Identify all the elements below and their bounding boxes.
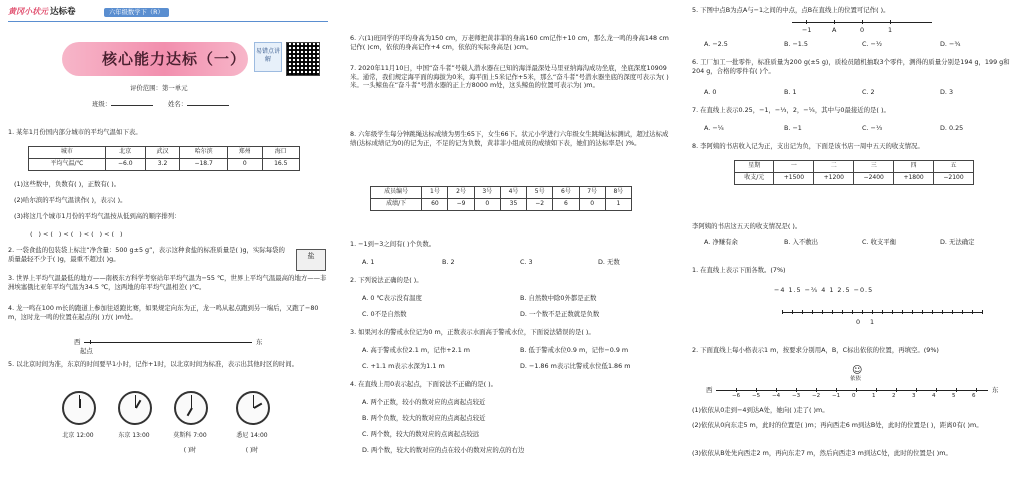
tick <box>872 310 873 314</box>
person-icon: ☺ <box>852 365 863 376</box>
table-header: 北京 <box>105 147 145 159</box>
table-cell: 0 <box>579 199 605 211</box>
clock-label: 悉尼 14:00 <box>236 432 268 439</box>
clock-label: 东京 13:00 <box>118 432 150 439</box>
question-7-text: 7. 2020年11月10日，中国“奋斗者”号载人潜水器在已知的海洋最深处马里亚纳海沟成功坐底，坐底深度10909米。通常，我们规定海平面的海拔为0米，海平面上5米记作+5米，那么“奋斗者”号潜水器坐底的深度可表示为( )米。一头鲸鱼在“奋斗者”号潜水器的正上方8000 m处，这头鲸鱼的位置可表示为( )m。 <box>350 64 669 90</box>
tick-label: −3 <box>792 393 801 399</box>
tick <box>862 20 863 24</box>
tick <box>890 20 891 24</box>
west-label: 西 <box>706 386 713 394</box>
clock-label: 北京 12:00 <box>62 432 94 439</box>
choice-3-option-a[interactable]: A. 高于警戒水位2.1 m，记作+2.1 m <box>362 346 471 354</box>
table-header: 7号 <box>579 187 605 199</box>
table-cell: 平均气温/℃ <box>29 159 106 171</box>
person-label: 依依 <box>850 376 862 382</box>
choice-8-option-d[interactable]: D. 无法确定 <box>940 238 975 246</box>
table-cell: −2100 <box>934 173 974 185</box>
choice-7-option-a[interactable]: A. −¼ <box>704 124 724 132</box>
tick <box>896 388 897 392</box>
table-cell: 3.2 <box>145 159 180 171</box>
table-header: 8号 <box>605 187 631 199</box>
rope-skip-table <box>370 186 632 211</box>
tick-label: 1 <box>870 318 875 326</box>
table-header: 海口 <box>262 147 299 159</box>
choice-6-option-b[interactable]: B. 1 <box>784 88 797 96</box>
choice-8-option-a[interactable]: A. 净赚有余 <box>704 238 738 246</box>
table-cell: −6.0 <box>105 159 145 171</box>
choice-4-option-a[interactable]: A. 两个正数，较小的数对应的点离起点较近 <box>362 398 486 406</box>
table-cell: 0 <box>474 199 500 211</box>
table-header: 城市 <box>29 147 106 159</box>
qr-caption: 易错点讲解 <box>254 42 282 72</box>
table-cell: −2400 <box>854 173 894 185</box>
choice-4-option-c[interactable]: C. 两个数，较大的数对应的点离起点较远 <box>362 430 480 438</box>
column-left <box>0 0 340 483</box>
choice-7-text: 7. 在直线上表示0.25，−1，−⅓，2，−¼，其中与0最接近的是( )。 <box>692 106 890 114</box>
operation-2-sub-2: (2)依依从0向东走5 m，此时的位置是( )m；再向西走6 m到达B处，此时的位置是( )，距离0有( )m。 <box>692 421 983 429</box>
tick-label: 1 <box>872 393 876 399</box>
tick-label: −4 <box>772 393 781 399</box>
tick <box>862 310 863 314</box>
column-right <box>684 0 1024 483</box>
clock-beijing-icon <box>62 391 96 425</box>
question-8-text: 8. 六年级学生每分钟跳绳达标成绩为男生65下，女生66下。状元小学进行六年级女生跳绳达标测试，超过达标成绩(达标成绩记为0)的记为正，不足的记为负数，黄菲菲小组成员的成绩如下表，她们的达标率是( )%。 <box>350 130 669 147</box>
operation-2-text: 2. 下面直线上每小格表示1 m，按要求分别用A，B，C标出依依的位置，再填空。(9%) <box>692 346 939 354</box>
table-cell: 1 <box>605 199 631 211</box>
choice-7-option-c[interactable]: C. −⅓ <box>862 124 883 132</box>
table-header: 5号 <box>527 187 553 199</box>
tick <box>882 310 883 314</box>
name-field[interactable] <box>168 100 229 109</box>
tick <box>832 310 833 314</box>
choice-8-text: 8. 李阿姨的书店收入记为正，支出记为负，下面是该书店一周中五天的收支情况。 <box>692 142 924 150</box>
clock-tokyo-icon <box>118 391 152 425</box>
table-header: 武汉 <box>145 147 180 159</box>
choice-3-option-b[interactable]: B. 低于警戒水位0.9 m，记作−0.9 m <box>520 346 629 354</box>
tick-label: 2 <box>892 393 896 399</box>
clock-answer-blank[interactable]: ( )时 <box>183 447 197 454</box>
column-middle <box>342 0 682 483</box>
tick-label: −5 <box>752 393 761 399</box>
question-2-text: 2. 一袋食盐的包装袋上标注“净含量：500 g±5 g”，表示这种食盐的标准质量是( )g，实际每袋的质量最轻不少于( )g，最重不超过( )g。 <box>8 246 285 263</box>
question-1-sub-3: (3)将这几个城市1月份的平均气温按从低到高的顺序排列： <box>14 212 181 220</box>
question-1-text: 1. 某年1月份国内部分城市的平均气温如下表。 <box>8 128 142 136</box>
salt-bag-icon: 盐 <box>296 249 326 271</box>
tick <box>936 388 937 392</box>
choice-1-option-a[interactable]: A. 1 <box>362 258 375 266</box>
question-1-order-blanks[interactable]: ( )<( )<( )<( )<( ) <box>30 230 125 238</box>
clock-sydney-icon <box>236 391 270 425</box>
choice-8-option-c[interactable]: C. 收支平衡 <box>862 238 897 246</box>
tick <box>922 310 923 314</box>
table-row <box>371 199 632 211</box>
tick <box>852 310 853 314</box>
tick-label: 5 <box>952 393 956 399</box>
eval-scope: 评价范围：第一单元 <box>130 84 188 92</box>
tick <box>962 310 963 314</box>
table-header: 哈尔滨 <box>180 147 228 159</box>
choice-2-text: 2. 下列说法正确的是( )。 <box>350 276 423 284</box>
tick <box>972 310 973 314</box>
tick-label: 6 <box>972 393 976 399</box>
tick <box>856 388 857 392</box>
table-row <box>29 159 300 171</box>
tick <box>834 20 835 24</box>
choice-1-option-d[interactable]: D. 无数 <box>598 258 620 266</box>
brand-name: 黄冈小状元 <box>8 6 48 16</box>
bookstore-table <box>734 160 974 185</box>
table-header: 2号 <box>448 187 474 199</box>
tick-label: −1 <box>802 26 812 34</box>
table-cell: 成绩/下 <box>371 199 422 211</box>
question-5-text: 5. 以北京时间为准，东京的时间要早1小时，记作+1时，以北京时间为标准，表示出其他时区的时间。 <box>8 360 299 368</box>
operation-1-numbers: −4 1.5 −⅖ 4 1 2.5 −0.5 <box>774 286 874 294</box>
tick-label: 0 <box>860 26 865 34</box>
question-1-sub-2: (2)哈尔滨的平均气温读作( )，表示( )。 <box>14 196 127 204</box>
tick <box>876 388 877 392</box>
table-header: 郑州 <box>227 147 262 159</box>
table-header: 四 <box>894 161 934 173</box>
tick <box>956 388 957 392</box>
table-cell: −2 <box>527 199 553 211</box>
tick <box>932 310 933 314</box>
choice-2-option-d[interactable]: D. 一个数不是正数就是负数 <box>520 310 600 318</box>
question-1-sub-1: (1)这些数中，负数有( )，正数有( )。 <box>14 180 121 188</box>
choice-4-text: 4. 在直线上用0表示起点，下面说法不正确的是( )。 <box>350 380 498 388</box>
tick <box>816 388 817 392</box>
tick <box>736 388 737 392</box>
tick-label: A <box>832 26 837 34</box>
grade-tag-label: 六年级数学下（R） <box>104 8 169 17</box>
choice-5-option-c[interactable]: C. −½ <box>862 40 883 48</box>
choice-1-option-b[interactable]: B. 2 <box>442 258 455 266</box>
tick <box>796 388 797 392</box>
question-3-text: 3. 世界上平均气温最低的地方——南极东方科学考察站年平均气温为−55 ℃，世界上平均气温最高的地方——非洲埃塞俄比亚年平均气温为34.5 ℃，这两地的年平均气温相差( )℃。 <box>8 274 327 291</box>
choice-6-text: 6. 工厂加工一批零件，标准质量为200 g(±5 g)，质检员随机抽取3个零件，测得的质量分别是194 g，199 g和204 g，合格的零件有( )个。 <box>692 58 1010 75</box>
clock-answer-blank[interactable]: ( )时 <box>245 447 259 454</box>
tick-label: 0 <box>852 393 856 399</box>
clock-moscow-icon <box>174 391 208 425</box>
east-label: 东 <box>256 338 263 346</box>
table-header: 1号 <box>422 187 448 199</box>
table-header: 三 <box>854 161 894 173</box>
choice-6-option-a[interactable]: A. 0 <box>704 88 717 96</box>
table-cell: 16.5 <box>262 159 299 171</box>
choice-1-text: 1. −1到−3之间有( )个负数。 <box>350 240 436 248</box>
table-header: 星期 <box>735 161 774 173</box>
choice-6-option-d[interactable]: D. 3 <box>940 88 954 96</box>
choice-8-after: 李阿姨的书店这五天的收支情况是( )。 <box>692 222 802 230</box>
tick-label: −1 <box>832 393 841 399</box>
table-header: 五 <box>934 161 974 173</box>
table-cell: 35 <box>500 199 526 211</box>
tick <box>976 388 977 392</box>
table-cell: 6 <box>553 199 579 211</box>
choice-2-option-a[interactable]: A. 0 ℃表示没有温度 <box>362 294 422 302</box>
track-origin-tick <box>90 340 91 344</box>
qr-code-icon[interactable] <box>286 42 320 76</box>
temperature-table <box>28 146 300 171</box>
table-header: 6号 <box>553 187 579 199</box>
tick <box>902 310 903 314</box>
choice-8-option-b[interactable]: B. 入不敷出 <box>784 238 819 246</box>
table-cell: 60 <box>422 199 448 211</box>
origin-label: 起点 <box>80 347 93 355</box>
west-label: 西 <box>74 338 81 346</box>
tick <box>812 310 813 314</box>
tick-label: 3 <box>912 393 916 399</box>
choice-1-option-c[interactable]: C. 3 <box>520 258 533 266</box>
question-6-text: 6. 六(1)班同学的平均身高为150 cm，万老师把黄菲菲的身高160 cm记作+10 cm，那么龙一鸣的身高148 cm记作( )cm，依依的身高记作+4 cm，依依的实际身高是( )cm。 <box>350 34 669 51</box>
series-name: 达标卷 <box>50 7 76 17</box>
track-line <box>84 342 252 343</box>
tick <box>792 310 793 314</box>
operation-2-sub-3: (3)依依从B处先向西走2 m，再向东走7 m，然后向西走3 m到达C处，此时的位置是( )m。 <box>692 449 952 457</box>
tick-label: 1 <box>888 26 893 34</box>
choice-3-option-c[interactable]: C. +1.1 m表示水深为1.1 m <box>362 362 445 370</box>
clock-label: 莫斯科 7:00 <box>173 432 207 439</box>
tick-label: 0 <box>856 318 861 326</box>
choice-6-option-c[interactable]: C. 2 <box>862 88 875 96</box>
tick <box>982 310 983 314</box>
tick <box>756 388 757 392</box>
choice-5-option-a[interactable]: A. −2.5 <box>704 40 728 48</box>
choice-3-option-d[interactable]: D. −1.86 m表示比警戒水位低1.86 m <box>520 362 631 370</box>
table-header: 二 <box>814 161 854 173</box>
page-title: 核心能力达标（一） <box>102 50 247 68</box>
choice-4-option-d[interactable]: D. 两个数，较大的数对应的点在较小的数对应的点的右边 <box>362 446 525 454</box>
table-row <box>371 187 632 199</box>
tick <box>802 310 803 314</box>
east-label: 东 <box>992 386 999 394</box>
choice-5-option-b[interactable]: B. −1.5 <box>784 40 808 48</box>
choice-7-option-d[interactable]: D. 0.25 <box>940 124 964 132</box>
tick <box>842 310 843 314</box>
operation-2-sub-1: (1)依依从0走到−4到达A处，她向( )走了( )m。 <box>692 406 829 414</box>
class-field[interactable] <box>92 100 153 109</box>
choice-2-option-c[interactable]: C. 0不是自然数 <box>362 310 407 318</box>
choice-7-option-b[interactable]: B. −1 <box>784 124 802 132</box>
operation-1-text: 1. 在直线上表示下面各数。(7%) <box>692 266 786 274</box>
tick <box>952 310 953 314</box>
tick <box>776 388 777 392</box>
table-row <box>735 173 974 185</box>
name-label: 姓名： <box>168 100 188 108</box>
choice-2-option-b[interactable]: B. 自然数中除0外都是正数 <box>520 294 597 302</box>
tick <box>912 310 913 314</box>
grade-tag <box>104 8 169 18</box>
table-cell: −9 <box>448 199 474 211</box>
tick <box>836 388 837 392</box>
table-header: 4号 <box>500 187 526 199</box>
tick-label: 4 <box>932 393 936 399</box>
tick <box>942 310 943 314</box>
tick <box>806 20 807 24</box>
table-cell: −18.7 <box>180 159 228 171</box>
table-cell: +1200 <box>814 173 854 185</box>
table-row <box>735 161 974 173</box>
table-cell: 0 <box>227 159 262 171</box>
tick-label: −2 <box>812 393 821 399</box>
title-banner <box>62 42 248 76</box>
choice-3-text: 3. 如果河水的警戒水位记为0 m，正数表示水面高于警戒水位，下面说法错误的是( )。 <box>350 328 595 336</box>
table-row <box>29 147 300 159</box>
tick-label: −6 <box>732 393 741 399</box>
tick <box>892 310 893 314</box>
tick <box>822 310 823 314</box>
question-4-text: 4. 龙一鸣在100 m长的跑道上参加往返跑比赛，如果规定向东为正，龙一鸣从起点跑到另一端后，又跑了−80 m，这时龙一鸣的位置在起点的( )方( )m处。 <box>8 304 319 321</box>
brand-logo <box>8 6 76 18</box>
table-cell: +1800 <box>894 173 934 185</box>
choice-5-text: 5. 下图中点B为点A与−1之间的中点，点B在直线上的位置可记作( )。 <box>692 6 890 14</box>
table-header: 3号 <box>474 187 500 199</box>
class-label: 班级： <box>92 100 112 108</box>
choice-4-option-b[interactable]: B. 两个负数，较大的数对应的点离起点较近 <box>362 414 486 422</box>
table-header: 成员编号 <box>371 187 422 199</box>
table-cell: 收支/元 <box>735 173 774 185</box>
tick <box>782 310 783 314</box>
choice-5-option-d[interactable]: D. −¾ <box>940 40 961 48</box>
table-header: 一 <box>774 161 814 173</box>
tick <box>916 388 917 392</box>
table-cell: +1500 <box>774 173 814 185</box>
header-divider <box>8 21 328 22</box>
